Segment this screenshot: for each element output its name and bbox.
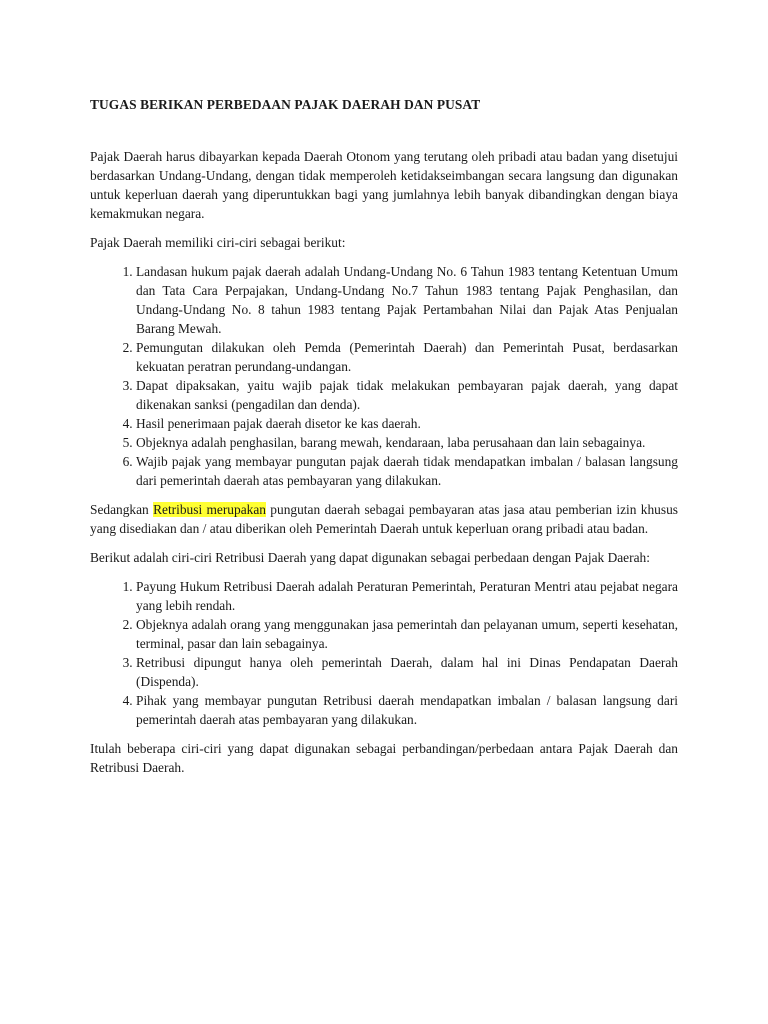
paragraph-pajak-daerah-definition: Pajak Daerah harus dibayarkan kepada Daerah Otonom yang terutang oleh pribadi atau badan yang disetujui berdasarkan Undang-Undang, dengan tidak memperoleh ketidakseimbangan secara langsung dan digunakan untuk keperluan daerah yang diperuntukkan bagi yang jumlahnya lebih banyak dibandingkan dengan biaya kemakmukan negara. (90, 149, 678, 221)
list-item: 3. Dapat dipaksakan, yaitu wajib pajak tidak melakukan pembayaran pajak daerah, yang dapat dikenakan sanksi (pengadilan dan denda). (136, 376, 678, 414)
text-run: pungutan daerah sebagai pembayaran atas jasa atau pemberian izin khusus yang disediakan dan / atau diberikan oleh Pemerintah Daerah untuk keperluan orang pribadi atau badan. (90, 502, 678, 536)
paragraph-pajak-daerah-intro: Pajak Daerah memiliki ciri-ciri sebagai berikut: (90, 235, 346, 250)
list-item: 5. Objeknya adalah penghasilan, barang mewah, kendaraan, laba perusahaan dan lain sebagainya. (136, 433, 678, 452)
list-ciri-retribusi-daerah (90, 577, 678, 729)
paragraph-retribusi-definition (90, 500, 678, 538)
text-run: Sedangkan (90, 502, 154, 517)
list-item: 3. Retribusi dipungut hanya oleh pemerintah Daerah, dalam hal ini Dinas Pendapatan Daerah (Dispenda). (136, 653, 678, 691)
paragraph-conclusion: Itulah beberapa ciri-ciri yang dapat digunakan sebagai perbandingan/perbedaan antara Pajak Daerah dan Retribusi Daerah. (90, 741, 678, 775)
list-item: 2. Pemungutan dilakukan oleh Pemda (Pemerintah Daerah) dan Pemerintah Pusat, berdasarkan kekuatan peratran perundang-undangan. (136, 338, 678, 376)
highlighted-text: Retribusi merupakan (153, 502, 266, 517)
list-item: 2. Objeknya adalah orang yang menggunakan jasa pemerintah dan pelayanan umum, seperti kesehatan, terminal, pasar dan lain sebagainya. (136, 615, 678, 653)
list-item: 4. Hasil penerimaan pajak daerah disetor ke kas daerah. (136, 414, 678, 433)
list-ciri-pajak-daerah (90, 262, 678, 490)
document-page (90, 95, 678, 787)
list-item: 1. Payung Hukum Retribusi Daerah adalah Peraturan Pemerintah, Peraturan Mentri atau pejabat negara yang lebih rendah. (136, 577, 678, 615)
list-item: 6. Wajib pajak yang membayar pungutan pajak daerah tidak mendapatkan imbalan / balasan langsung dari pemerintah daerah atas pembayaran yang dilakukan. (136, 452, 678, 490)
list-item: 1. Landasan hukum pajak daerah adalah Undang-Undang No. 6 Tahun 1983 tentang Ketentuan Umum dan Tata Cara Perpajakan, Undang-Undang No.7 Tahun 1983 tentang Pajak Penghasilan, dan Undang-Undang No. 8 tahun 1983 tentang Pajak Pertambahan Nilai dan Pajak Atas Penjualan Barang Mewah. (136, 262, 678, 338)
paragraph-retribusi-intro: Berikut adalah ciri-ciri Retribusi Daerah yang dapat digunakan sebagai perbedaan dengan Pajak Daerah: (90, 550, 650, 565)
document-title: TUGAS BERIKAN PERBEDAAN PAJAK DAERAH DAN PUSAT (90, 97, 481, 112)
list-item: 4. Pihak yang membayar pungutan Retribusi daerah mendapatkan imbalan / balasan langsung dari pemerintah daerah atas pembayaran yang dilakukan. (136, 691, 678, 729)
